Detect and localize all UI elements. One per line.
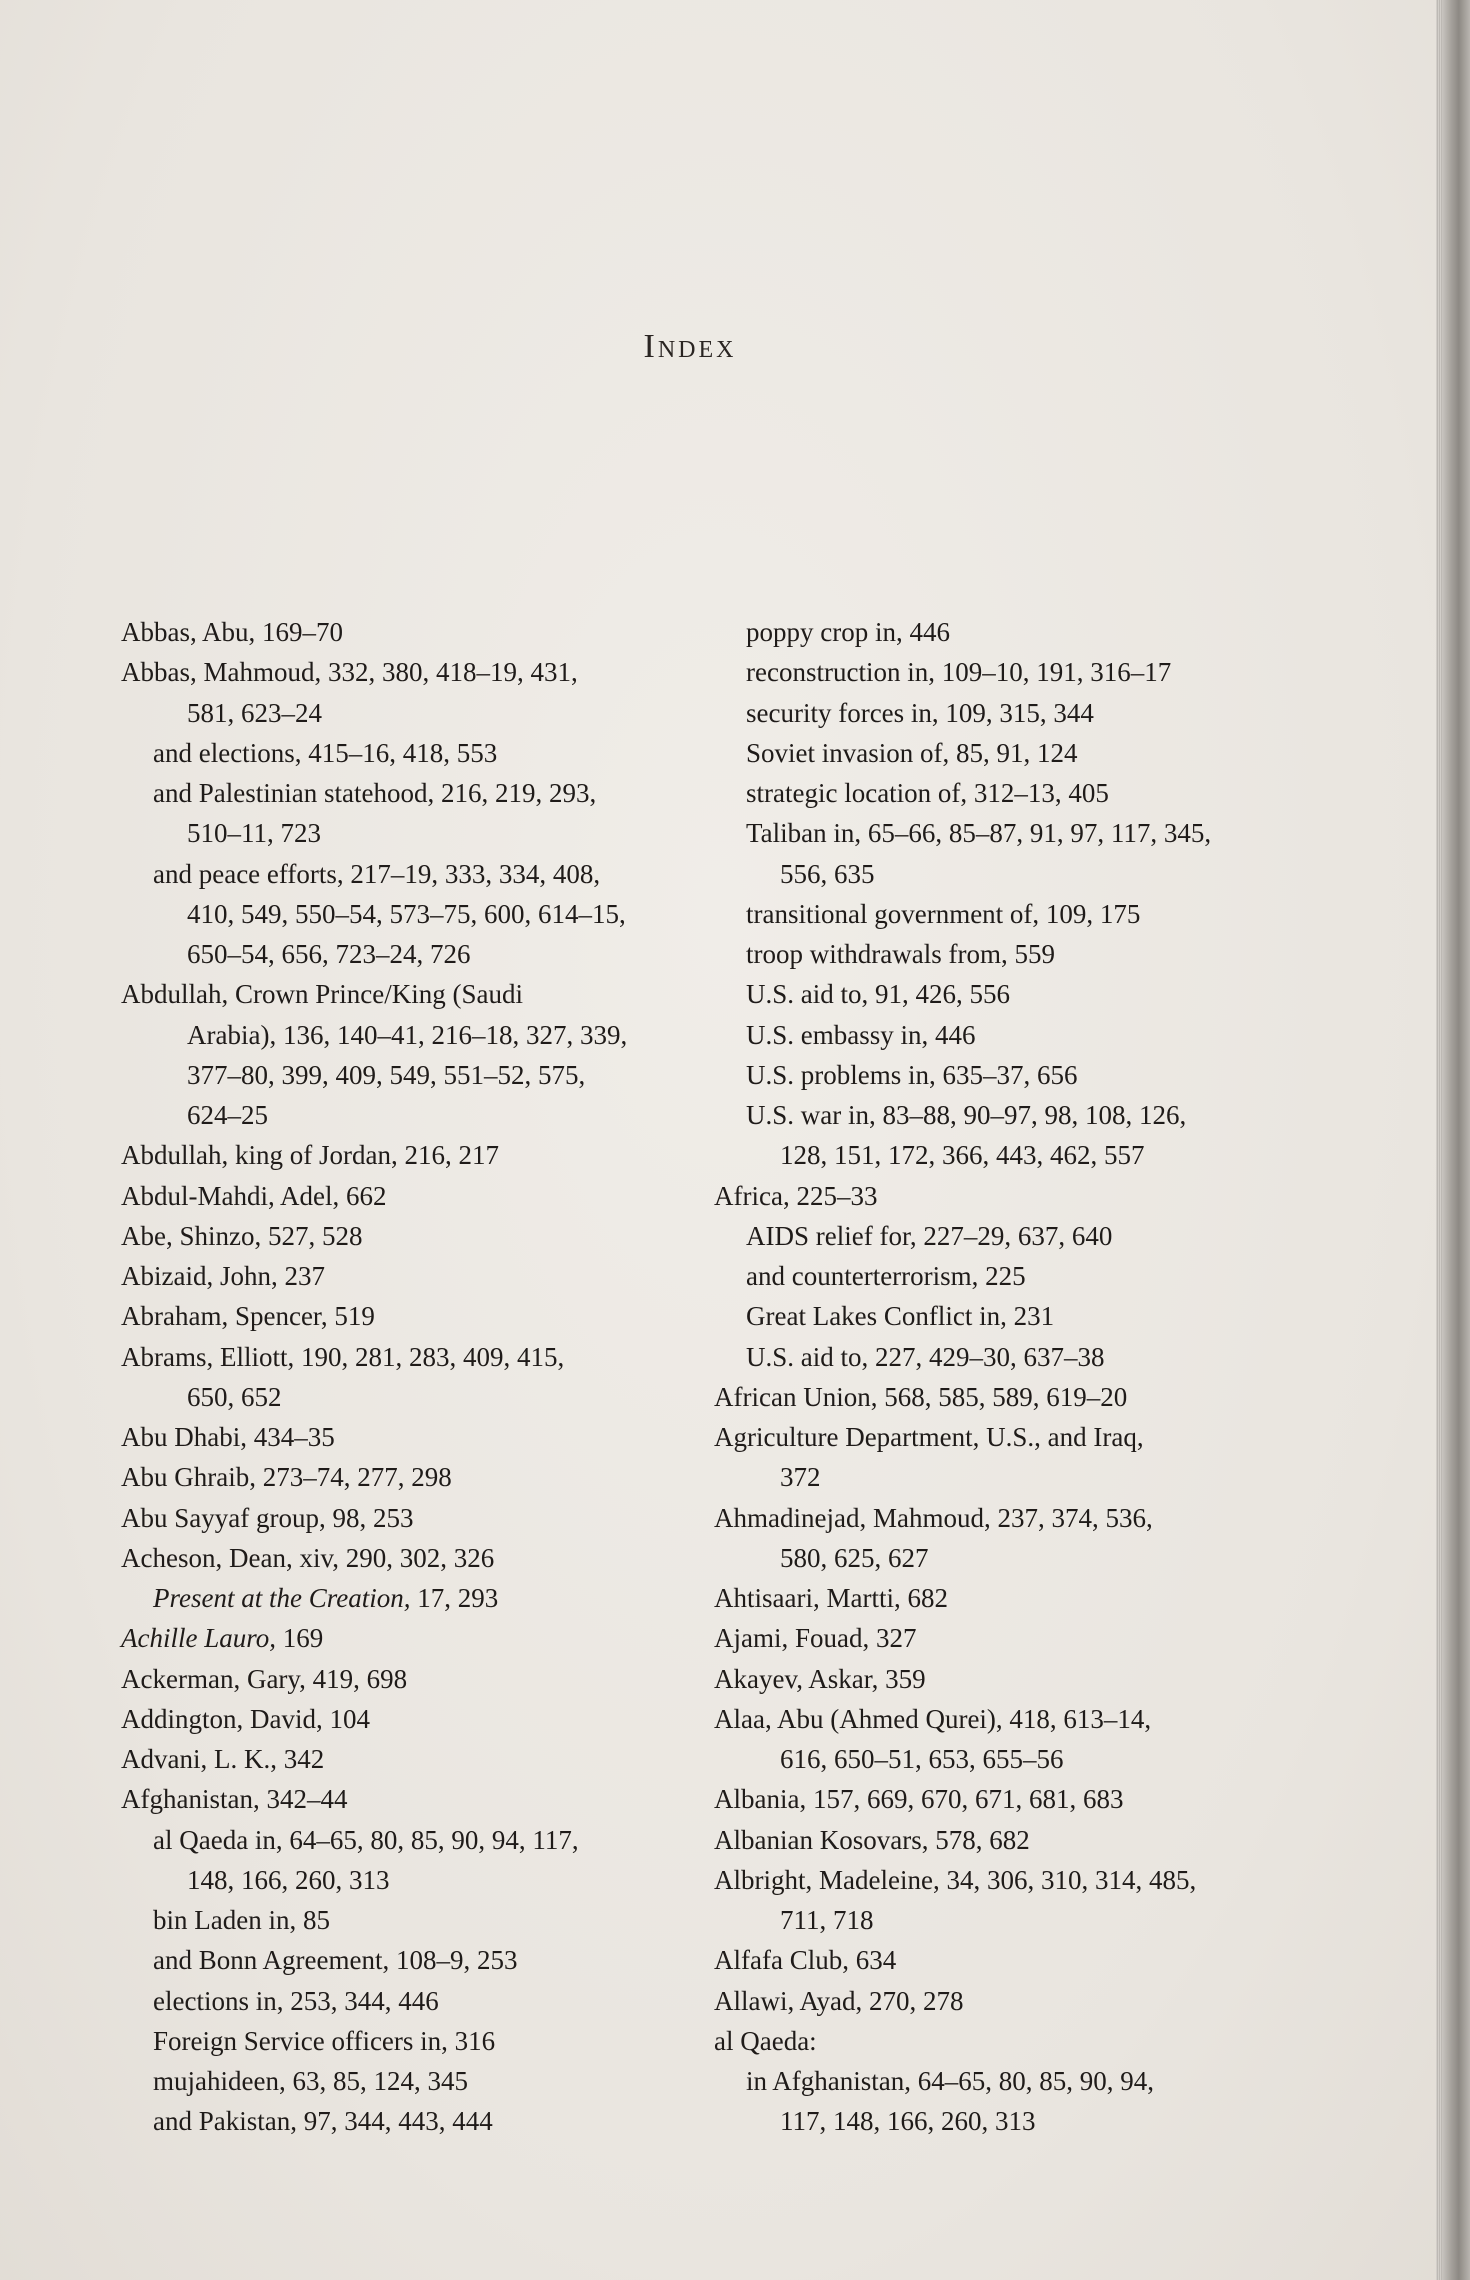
index-entry-line: 711, 718 — [780, 1905, 874, 1935]
index-entry-line: 580, 625, 627 — [780, 1542, 929, 1573]
index-entry-line: in Afghanistan, 64–65, 80, 85, 90, 94, — [746, 2066, 1154, 2096]
index-entry-line: U.S. aid to, 91, 426, 556 — [746, 979, 1011, 1010]
index-entry-line: transitional government of, 109, 175 — [746, 898, 1141, 929]
index-entry-line: Africa, 225–33 — [714, 1180, 878, 1211]
index-entry-line: Acheson, Dean, xiv, 290, 302, 326 — [121, 1542, 495, 1573]
index-entry-line: Agriculture Department, U.S., and Iraq, — [714, 1422, 1144, 1452]
index-entry-line: 624–25 — [187, 1100, 268, 1130]
index-entry-line: Abe, Shinzo, 527, 528 — [121, 1220, 363, 1251]
index-entry-line: and peace efforts, 217–19, 333, 334, 408, — [153, 858, 601, 889]
index-entry-line: U.S. embassy in, 446 — [746, 1019, 976, 1050]
index-entry-line: bin Laden in, 85 — [153, 1905, 330, 1935]
index-entry-line: mujahideen, 63, 85, 124, 345 — [153, 2066, 468, 2096]
index-entry-pages: 169 — [276, 1623, 324, 1654]
index-entry-italic-title: Achille Lauro, — [121, 1623, 276, 1654]
index-entry-line: 128, 151, 172, 366, 443, 462, 557 — [780, 1140, 1145, 1171]
index-entry-line: 372 — [780, 1462, 821, 1493]
index-entry-line: Akayev, Askar, 359 — [714, 1663, 926, 1694]
index-entry-line: Addington, David, 104 — [121, 1703, 370, 1734]
index-entry-line: Abu Dhabi, 434–35 — [121, 1422, 335, 1452]
index-entry-line: Abdullah, king of Jordan, 216, 217 — [121, 1140, 499, 1171]
index-entry-line: 148, 166, 260, 313 — [187, 1864, 390, 1895]
index-entry-line: Abdullah, Crown Prince/King (Saudi — [121, 979, 523, 1010]
index-entry-line: and Palestinian statehood, 216, 219, 293, — [153, 778, 597, 808]
index-entry-line: AIDS relief for, 227–29, 637, 640 — [746, 1220, 1113, 1251]
index-entry-line: poppy crop in, 446 — [746, 617, 950, 647]
index-entry-line: Abbas, Abu, 169–70 — [121, 617, 343, 647]
index-entry-line: and counterterrorism, 225 — [746, 1261, 1026, 1291]
index-entry-line: Afghanistan, 342–44 — [121, 1784, 348, 1815]
index-entry-line: and Bonn Agreement, 108–9, 253 — [153, 1945, 518, 1976]
index-entry-line: Ahtisaari, Martti, 682 — [714, 1583, 948, 1613]
index-entry-line: Albright, Madeleine, 34, 306, 310, 314, 485, — [714, 1864, 1197, 1895]
index-entry-line: Advani, L. K., 342 — [121, 1744, 325, 1774]
index-entry-line: al Qaeda in, 64–65, 80, 85, 90, 94, 117, — [153, 1824, 579, 1855]
index-entry-line: Ajami, Fouad, 327 — [714, 1623, 917, 1654]
index-entry-line: Alfafa Club, 634 — [714, 1945, 897, 1976]
index-entry-line: U.S. problems in, 635–37, 656 — [746, 1059, 1078, 1090]
index-entry-line: 650–54, 656, 723–24, 726 — [187, 939, 471, 969]
index-entry-line: Albanian Kosovars, 578, 682 — [714, 1824, 1030, 1855]
index-entry-line: Arabia), 136, 140–41, 216–18, 327, 339, — [187, 1019, 628, 1050]
index-entry-line: Soviet invasion of, 85, 91, 124 — [746, 737, 1078, 768]
index-entry-italic-title: Present at the Creation, — [153, 1583, 411, 1613]
index-entry-line: Foreign Service officers in, 316 — [153, 2025, 496, 2056]
index-entry-line: elections in, 253, 344, 446 — [153, 1985, 439, 2016]
index-entry-line: African Union, 568, 585, 589, 619–20 — [714, 1381, 1128, 1412]
index-entry-line: U.S. war in, 83–88, 90–97, 98, 108, 126, — [746, 1100, 1187, 1130]
index-entry-line: Abrams, Elliott, 190, 281, 283, 409, 415, — [121, 1341, 565, 1372]
index-title-text: Index — [643, 328, 737, 365]
index-entry-line: Albania, 157, 669, 670, 671, 681, 683 — [714, 1784, 1124, 1815]
index-entry-line: 377–80, 399, 409, 549, 551–52, 575, — [187, 1059, 586, 1090]
index-left-column — [121, 612, 711, 2142]
index-entry-line: security forces in, 109, 315, 344 — [746, 697, 1094, 728]
index-entry-line: Abizaid, John, 237 — [121, 1261, 325, 1291]
index-entry-line: 510–11, 723 — [187, 818, 321, 849]
index-entry-line — [121, 1578, 711, 1618]
index-entry-line: Abbas, Mahmoud, 332, 380, 418–19, 431, — [121, 657, 578, 688]
index-entry-line: Ahmadinejad, Mahmoud, 237, 374, 536, — [714, 1502, 1153, 1533]
index-entry-line: U.S. aid to, 227, 429–30, 637–38 — [746, 1341, 1105, 1372]
index-entry-line: al Qaeda: — [714, 2025, 817, 2056]
index-entry-line: and elections, 415–16, 418, 553 — [153, 737, 498, 768]
index-entry-line: 650, 652 — [187, 1381, 282, 1412]
index-entry-line: Abu Ghraib, 273–74, 277, 298 — [121, 1462, 452, 1493]
index-entry-line: strategic location of, 312–13, 405 — [746, 778, 1109, 808]
index-entry-line: Ackerman, Gary, 419, 698 — [121, 1663, 408, 1694]
index-entry-line: Abu Sayyaf group, 98, 253 — [121, 1502, 414, 1533]
index-entry-line: and Pakistan, 97, 344, 443, 444 — [153, 2106, 493, 2137]
index-title — [0, 328, 1380, 366]
index-entry-line — [121, 1618, 711, 1658]
index-entry-line: Abraham, Spencer, 519 — [121, 1301, 375, 1332]
index-entry-line: 410, 549, 550–54, 573–75, 600, 614–15, — [187, 898, 626, 929]
index-entry-line: Abdul-Mahdi, Adel, 662 — [121, 1180, 387, 1211]
index-entry-line: 616, 650–51, 653, 655–56 — [780, 1744, 1064, 1774]
index-entry-line: Great Lakes Conflict in, 231 — [746, 1301, 1055, 1332]
index-entry-line: Allawi, Ayad, 270, 278 — [714, 1985, 964, 2016]
index-entry-line: 581, 623–24 — [187, 697, 322, 728]
index-entry-line: troop withdrawals from, 559 — [746, 939, 1055, 969]
index-entry-line: Taliban in, 65–66, 85–87, 91, 97, 117, 345, — [746, 818, 1212, 849]
index-entry-pages: 17, 293 — [410, 1583, 499, 1613]
index-entry-line: reconstruction in, 109–10, 191, 316–17 — [746, 657, 1172, 688]
index-right-column — [714, 612, 1274, 2142]
index-entry-line: 556, 635 — [780, 858, 875, 889]
index-entry-line: Alaa, Abu (Ahmed Qurei), 418, 613–14, — [714, 1703, 1152, 1734]
index-entry-line: 117, 148, 166, 260, 313 — [780, 2106, 1036, 2137]
book-edge — [1442, 0, 1470, 2280]
